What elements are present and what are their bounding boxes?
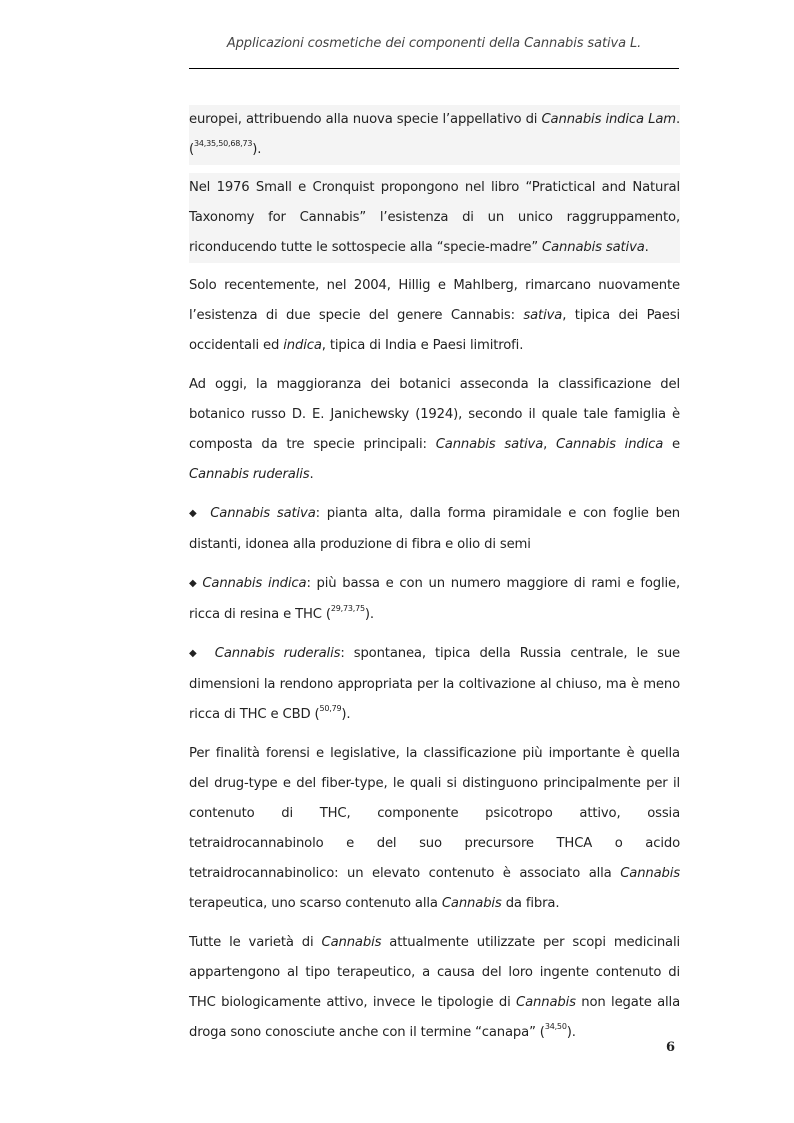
species-name: Cannabis sativa — [542, 240, 645, 255]
species-name: Cannabis indica — [202, 576, 307, 591]
diamond-bullet-icon: ◆ — [189, 578, 199, 589]
species-name: Cannabis ruderalis — [189, 467, 310, 482]
main-text — [189, 105, 680, 1048]
page-number: 6 — [666, 1040, 676, 1055]
species-name: indica — [283, 338, 322, 353]
species-name: Cannabis indica Lam — [541, 112, 676, 127]
paragraph-intro-continuation: europei, attribuendo alla nuova specie l’appellativo di Cannabis indica Lam. ($^{34,35,50,68,73}$). — [189, 105, 680, 165]
species-name: sativa — [523, 308, 563, 323]
species-name: Cannabis sativa — [210, 506, 316, 521]
paragraph-forensic-classification: Per finalità forensi e legislative, la classificazione più importante è quella del drug-type e del fiber-type, le quali si distinguono principalmente per il contenuto di THC, componente psicotropo attivo, ossia tetraidrocannabinolo e del suo precursore THCA o acido tetraidrocannabinolico: un elevato contenuto è associato alla Cannabis terapeutica, uno scarso contenuto alla Cannabis da fibra. — [189, 746, 680, 911]
species-name: Cannabis sativa — [435, 437, 544, 452]
paragraph-janichewsky: Ad oggi, la maggioranza dei botanici asseconda la classificazione del botanico russo D. E. Janichewsky (1924), secondo il quale tale famiglia è composta da tre specie principali: Cannabis sativa, Cannabis indica e Cannabis ruderalis. — [189, 377, 680, 482]
bullet-item-ruderalis: ◆ Cannabis ruderalis: spontanea, tipica della Russia centrale, le sue dimensioni la rendono appropriata per la coltivazione al chiuso, ma è meno ricca di THC e CBD ($^{50,79}$). — [189, 646, 680, 722]
paragraph-hillig-mahlberg: Solo recentemente, nel 2004, Hillig e Mahlberg, rimarcano nuovamente l’esistenza di due specie del genere Cannabis: sativa, tipica dei Paesi occidentali ed indica, tipica di India e Paesi limitrofi. — [189, 278, 680, 353]
species-name: Cannabis — [516, 995, 576, 1010]
species-name: Cannabis — [321, 935, 382, 950]
diamond-bullet-icon: ◆ — [189, 508, 200, 519]
running-header: Applicazioni cosmetiche dei componenti della Cannabis sativa L. — [226, 36, 642, 51]
citation: 50,79 — [319, 703, 342, 713]
species-name: Cannabis ruderalis — [214, 646, 341, 661]
species-name: Cannabis indica — [556, 437, 664, 452]
species-name: Cannabis — [441, 896, 502, 911]
citation: 29,73,75 — [330, 603, 365, 613]
citation: 34,50 — [544, 1021, 567, 1031]
citation: 34,35,50,68,73 — [194, 138, 253, 148]
header-divider — [189, 68, 679, 69]
bullet-item-sativa: ◆ Cannabis sativa: pianta alta, dalla forma piramidale e con foglie ben distanti, idonea alla produzione di fibra e olio di semi — [189, 506, 681, 552]
diamond-bullet-icon: ◆ — [189, 648, 202, 659]
bullet-item-indica: ◆ Cannabis indica: più bassa e con un numero maggiore di rami e foglie, ricca di resina e THC ($^{29,73,75}$). — [189, 576, 681, 622]
paragraph-varieties: Tutte le varietà di Cannabis attualmente utilizzate per scopi medicinali appartengono al tipo terapeutico, a causa del loro ingente contenuto di THC biologicamente attivo, invece le tipologie di Cannabis non legate alla droga sono conosciute anche con il termine “canapa” ($^{34,50}$). — [189, 935, 681, 1040]
species-name: Cannabis — [620, 866, 680, 881]
paragraph-small-cronquist: Nel 1976 Small e Cronquist propongono nel libro “Pratictical and Natural Taxonomy for Cannabis” l’esistenza di un unico raggruppamento, riconducendo tutte le sottospecie alla “specie-madre” Cannabis sativa. — [189, 173, 680, 263]
